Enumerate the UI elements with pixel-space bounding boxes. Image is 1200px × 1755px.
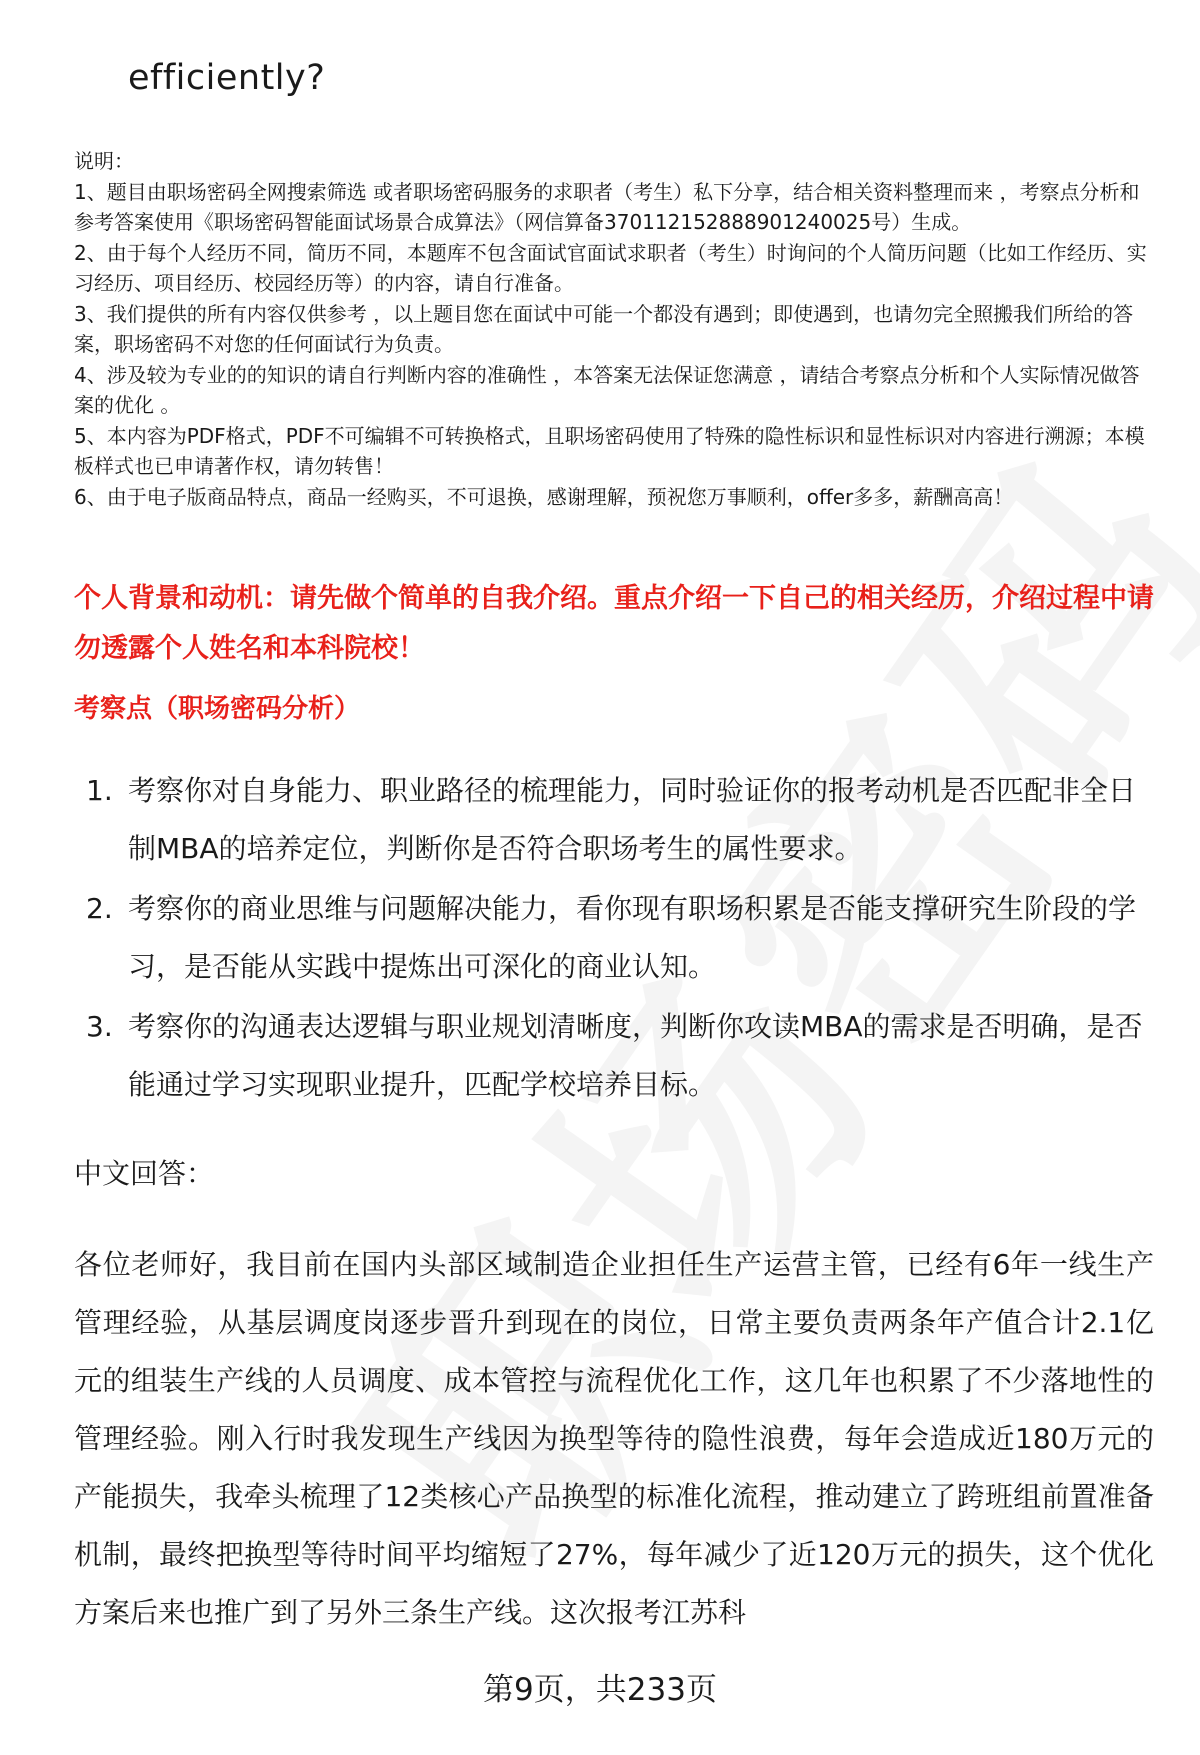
note-item: 2、由于每个人经历不同，简历不同，本题库不包含面试官面试求职者（考生）时询问的个人简历问题（比如工作经历、实习经历、项目经历、校园经历等）的内容，请自行准备。 (74, 240, 1147, 295)
key-point-text: 考察你的商业思维与问题解决能力，看你现有职场积累是否能支撑研究生阶段的学习，是否能从实践中提炼出可深化的商业认知。 (128, 892, 1137, 983)
background-question-heading: 个人背景和动机：请先做个简单的自我介绍。重点介绍一下自己的相关经历，介绍过程中请勿透露个人姓名和本科院校！ (74, 583, 1154, 664)
key-point-text: 考察你对自身能力、职业路径的梳理能力，同时验证你的报考动机是否匹配非全日制MBA的培养定位，判断你是否符合职场考生的属性要求。 (128, 774, 1137, 865)
key-point-number: 1. (86, 774, 113, 807)
note-item: 1、题目由职场密码全网搜索筛选 或者职场密码服务的求职者（考生）私下分享，结合相关资料整理而来 ，考察点分析和参考答案使用《职场密码智能面试场景合成算法》（网信算备370112152888901240025号）生成。 (74, 179, 1140, 234)
note-item: 3、我们提供的所有内容仅供参考 ，以上题目您在面试中可能一个都没有遇到；即使遇到，也请勿完全照搬我们所给的答案，职场密码不对您的任何面试行为负责。 (74, 301, 1134, 356)
note-item: 4、涉及较为专业的的知识的请自行判断内容的准确性 ，本答案无法保证您满意 ，请结合考察点分析和个人实际情况做答案的优化 。 (74, 362, 1140, 417)
key-point-item (74, 880, 1154, 996)
notes-section (74, 146, 1154, 512)
key-point-number: 2. (86, 892, 113, 925)
notes-title: 说明： (74, 149, 134, 173)
answer-text: 各位老师好，我目前在国内头部区域制造企业担任生产运营主管，已经有6年一线生产管理经验，从基层调度岗逐步晋升到现在的岗位，日常主要负责两条年产值合计2.1亿元的组装生产线的人员调度、成本管控与流程优化工作，这几年也积累了不少落地性的管理经验。刚入行时我发现生产线因为换型等待的隐性浪费，每年会造成近180万元的产能损失，我牵头梳理了12类核心产品换型的标准化流程，推动建立了跨班组前置准备机制，最终把换型等待时间平均缩短了27%，每年减少了近120万元的损失，这个优化方案后来也推广到了另外三条生产线。这次报考江苏科 (74, 1248, 1154, 1629)
page-footer: 第9页，共233页 (483, 1672, 717, 1708)
key-point-item (74, 762, 1154, 878)
key-point-text: 考察你的沟通表达逻辑与职业规划清晰度，判断你攻读MBA的需求是否明确，是否能通过学习实现职业提升，匹配学校培养目标。 (128, 1010, 1143, 1101)
key-points-list (74, 762, 1154, 1116)
question-tail: efficiently? (128, 58, 326, 98)
key-point-item (74, 998, 1154, 1114)
answer-label: 中文回答： (74, 1157, 215, 1190)
key-points-heading: 考察点（职场密码分析） (74, 694, 361, 724)
note-item: 6、由于电子版商品特点，商品一经购买，不可退换，感谢理解，预祝您万事顺利，offer多多，薪酬高高！ (74, 484, 1014, 509)
note-item: 5、本内容为PDF格式，PDF不可编辑不可转换格式，且职场密码使用了特殊的隐性标识和显性标识对内容进行溯源；本模板样式也已申请著作权，请勿转售！ (74, 423, 1145, 478)
key-point-number: 3. (86, 1010, 113, 1043)
